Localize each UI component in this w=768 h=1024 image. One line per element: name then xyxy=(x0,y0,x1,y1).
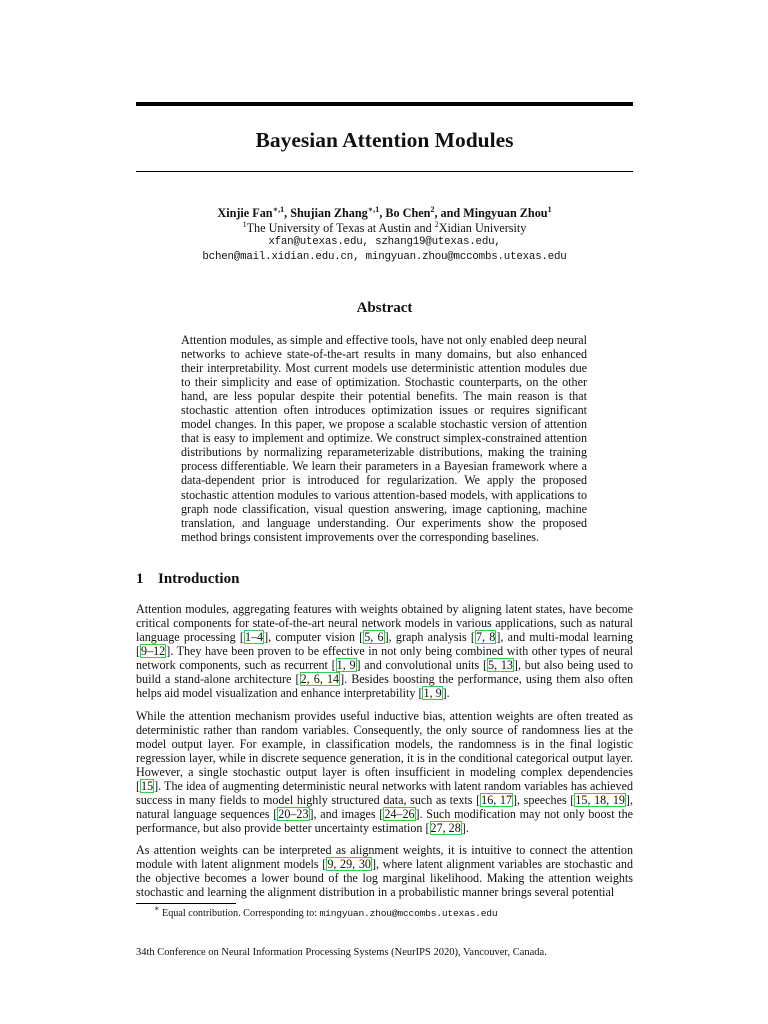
affiliation-text-1: The University of Texas at Austin and xyxy=(246,221,435,235)
footnote-text: Equal contribution. Corresponding to: xyxy=(161,908,320,919)
citation-link[interactable]: 16, 17 xyxy=(481,793,512,808)
author-emails-line-2: bchen@mail.xidian.edu.cn, mingyuan.zhou@mccombs.utexas.edu xyxy=(202,251,567,263)
affiliations xyxy=(136,221,633,236)
paragraph-text: , but also being used to build a stand-alone architecture xyxy=(136,658,634,687)
author-name: Xinjie Fan xyxy=(217,206,273,220)
section-title: Introduction xyxy=(158,571,240,587)
affiliation-text-2: Xidian University xyxy=(438,221,527,235)
citation-link[interactable]: 1, 9 xyxy=(423,686,442,701)
citation-link[interactable]: 1–4 xyxy=(244,630,264,645)
footnote-rule xyxy=(136,903,236,904)
paragraph-text: , graph analysis xyxy=(388,630,471,645)
footnote xyxy=(136,904,633,920)
affiliation-mark-2: 2 xyxy=(434,220,439,229)
author-separator: , and xyxy=(434,206,464,220)
paragraph-text: , natural language sequences xyxy=(136,793,633,822)
paragraph-text: . They have been proven to be effective in not only being combined with other types of neural network components, such as recurrent xyxy=(136,644,633,673)
citation-link[interactable]: 15 xyxy=(141,779,154,794)
author-affiliation-mark: 1 xyxy=(547,205,552,214)
paragraph-text: , where latent alignment variables are stochastic and the objective becomes a lower bound of the log marginal likelihood. Making the attention weights stochastic and learning the alignment distribution in a probabilistic manner brings several potential xyxy=(136,857,633,900)
author-name: Bo Chen xyxy=(385,206,431,220)
paragraph-text: , computer vision xyxy=(268,630,360,645)
paragraph-text: , and images xyxy=(313,807,380,822)
citation-link[interactable]: 5, 13 xyxy=(488,658,513,673)
section-heading xyxy=(136,569,239,589)
author-affiliation-mark: 2 xyxy=(430,205,435,214)
paper-title: Bayesian Attention Modules xyxy=(255,128,514,152)
intro-paragraph-2: While the attention mechanism provides useful inductive bias, attention weights are often treated as deterministic rather than random variables. Consequently, the only source of randomness lies at the model output layer. For example, in classification models, the randomness is in the final logistic regression layer, while in discrete sequence generation, it is in the conditional categorical output layer. However, a single stochastic output layer is often insufficient in modeling complex dependencies [15]. The idea of augmenting deterministic neural networks with latent random variables has achieved success in many fields to model highly structured data, such as texts [16, 17], speeches [15, 18, 19], natural language sequences [20–23], and images [24–26]. Such modification may not only boost the performance, but also provide better uncertainty estimation [27, 28]. xyxy=(136,709,633,836)
author-name: Mingyuan Zhou xyxy=(463,206,548,220)
author-affiliation-mark: ∗,1 xyxy=(272,205,285,214)
intro-paragraph-3: As attention weights can be interpreted as alignment weights, it is intuitive to connect the attention module with latent alignment models [9, 29, 30], where latent alignment variables are stochastic and the objective becomes a lower bound of the log marginal likelihood. Making the attention weights stochastic and learning the alignment distribution in a probabilistic manner brings several potential xyxy=(136,843,633,900)
paragraph-text: Attention modules, aggregating features with weights obtained by aligning latent states, have become critical components for state-of-the-art neural network models in various applications, such as natural language processing xyxy=(136,602,633,645)
paragraph-text: While the attention mechanism provides useful inductive bias, attention weights are often treated as deterministic rather than random variables. Consequently, the only source of randomness lies at the model output layer. For example, in classification models, the randomness is in the final logistic regression layer, while in discrete sequence generation, it is in the conditional categorical output layer. However, a single stochastic output layer is often insufficient in modeling complex dependencies xyxy=(136,709,633,780)
citation-link[interactable]: 2, 6, 14 xyxy=(300,672,340,687)
citation-link[interactable]: 5, 6 xyxy=(364,630,384,645)
author-name: Shujian Zhang xyxy=(290,206,368,220)
paragraph-text: As attention weights can be interpreted as alignment weights, it is intuitive to connect the attention module with latent alignment models xyxy=(136,843,633,872)
author-emails-line-1: xfan@utexas.edu, szhang19@utexas.edu, xyxy=(268,236,501,248)
author-affiliation-mark: ∗,1 xyxy=(367,205,380,214)
paragraph-text: . The idea of augmenting deterministic neural networks with latent random variables has achieved success in many fields to model highly structured data, such as texts xyxy=(136,779,633,808)
citation-link[interactable]: 9–12 xyxy=(141,644,166,659)
footnote-mark: ∗ xyxy=(154,904,160,913)
affiliation-mark-1: 1 xyxy=(242,220,247,229)
paragraph-text: . xyxy=(446,686,450,701)
citation-link[interactable]: 20–23 xyxy=(278,807,309,822)
paragraph-text: . Besides boosting the performance, using them also often helps aid model visualization and enhance interpretability xyxy=(136,672,633,701)
intro-paragraph-1: Attention modules, aggregating features with weights obtained by aligning latent states, have become critical components for state-of-the-art neural network models in various applications, such as natural language processing [1–4], computer vision [5, 6], graph analysis [7, 8], and multi-modal learning [9–12]. They have been proven to be effective in not only being combined with other types of neural network components, such as recurrent [1, 9] and convolutional units [5, 13], but also being used to build a stand-alone architecture [2, 6, 14]. Besides boosting the performance, using them also often helps aid model visualization and enhance interpretability [1, 9]. xyxy=(136,602,634,701)
citation-link[interactable]: 1, 9 xyxy=(336,658,356,673)
paragraph-text: . xyxy=(465,821,469,836)
author-separator: , xyxy=(284,206,291,220)
title-rule-top xyxy=(136,102,633,106)
conference-footer: 34th Conference on Neural Information Processing Systems (NeurIPS 2020), Vancouver, Canada. xyxy=(136,947,547,958)
title-rule-bottom xyxy=(136,171,633,172)
citation-link[interactable]: 27, 28 xyxy=(430,821,461,836)
footnote-email: mingyuan.zhou@mccombs.utexas.edu xyxy=(319,908,498,919)
citation-link[interactable]: 24–26 xyxy=(384,807,415,822)
citation-link[interactable]: 7, 8 xyxy=(475,630,496,645)
paragraph-text: and convolutional units xyxy=(360,658,483,673)
author-separator: , xyxy=(379,206,386,220)
paragraph-text: , speeches xyxy=(517,793,571,808)
citation-link[interactable]: 15, 18, 19 xyxy=(575,793,625,808)
abstract-body: Attention modules, as simple and effective tools, have not only enabled deep neural networks to achieve state-of-the-art results in many domains, but also enhanced their interpretability. Most current models use deterministic attention modules due to their simplicity and ease of optimization. Stochastic counterparts, on the other hand, are less popular despite their potential benefits. The main reason is that stochastic attention often introduces optimization issues or requires significant model changes. In this paper, we propose a scalable stochastic version of attention that is easy to implement and optimize. We construct simplex-constrained attention distributions by normalizing reparameterizable distributions, making the training process differentiable. We learn their parameters in a Bayesian framework where a data-dependent prior is introduced for regularization. We apply the proposed stochastic attention modules to various attention-based models, with applications to graph node classification, visual question answering, image captioning, machine translation, and language understanding. Our experiments show the proposed method brings consistent improvements over the corresponding baselines. xyxy=(181,333,587,544)
citation-link[interactable]: 9, 29, 30 xyxy=(327,857,371,872)
paragraph-text: , and multi-modal learning xyxy=(500,630,634,645)
section-number: 1 xyxy=(136,571,144,587)
author-list xyxy=(136,206,633,221)
abstract-heading: Abstract xyxy=(356,300,413,316)
paragraph-text: . Such modification may not only boost the performance, but also provide better uncertainty estimation xyxy=(136,807,633,836)
